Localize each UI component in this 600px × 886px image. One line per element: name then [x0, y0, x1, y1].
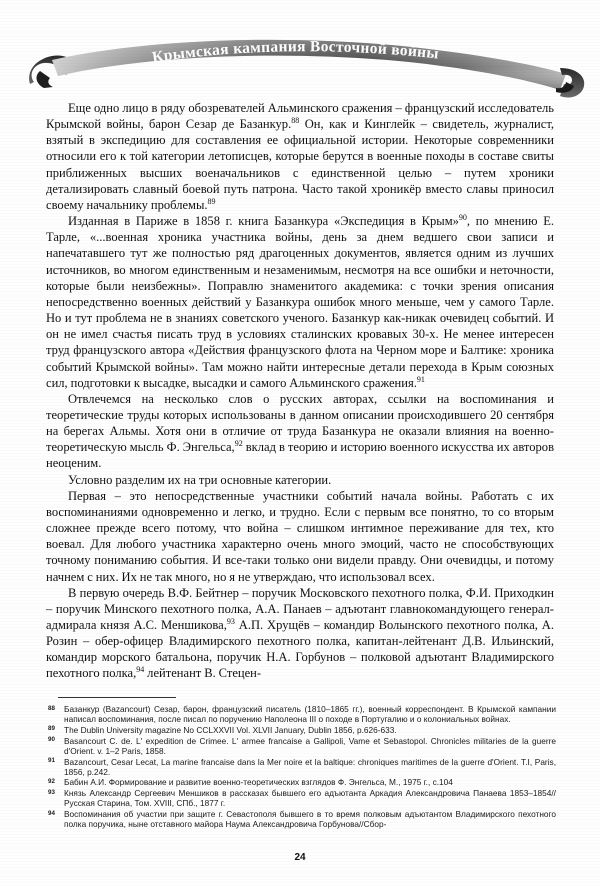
footnotes-section [46, 697, 556, 830]
footnote-item [46, 704, 556, 724]
footnote-text: Basancourt C. de. L' expedition de Crimee. L' armee francaise a Gallipoli, Vame et Sebastopol. Chronicles militaries de la guerre d'Orient. v. 1–2 Paris, 1858. [64, 735, 556, 756]
paragraph-3: Отвлечемся на несколько слов о русских авторах, ссылки на воспоминания и теоретические труды которых использованы в данном описании происходившего 20 сентября на берегах Альмы. Хотя они в отличие от труда Базанкура не оказали влияния на военно-теоретическую мысль Ф. Энгельса,$^{92}$ вклад в теорию и историю военного искусства их авторов неоценим. [46, 391, 554, 471]
paragraph-5: Первая – это непосредственные участники событий начала войны. Работать с их воспоминаниями одновременно и легко, и трудно. Если с первым все понятно, то со вторым сложнее прежде всего потому, что война – слишком интимное переживание для тех, кто воевал. Для любого участника характерно очень много эмоций, часто не способствующих точному пониманию события. И все-таки только они видели правду. Они очевидцы, и потому начнем с них. Их не так много, но я не утверждаю, что использовал всех. [46, 488, 554, 584]
footnote-separator-rule [58, 697, 176, 698]
footnote-text: Воспоминания об участии при защите г. Севастополя бывшего в то время полковым адъютантом Владимирского пехотного полка поручика, ныне отставного майора Наума Александровича Горбунова//Сбор- [64, 809, 556, 830]
page-number: 24 [294, 852, 306, 863]
footnote-number: 91 [48, 757, 55, 765]
footnote-number: 93 [48, 788, 55, 796]
footnote-text: Бабин А.И. Формирование и развитие военно-теоретических взглядов Ф. Энгельса, М., 1975 г., с.104 [64, 777, 453, 788]
body-content [46, 100, 554, 682]
footnote-text: The Dublin University magazine No CCLXXVII Vol. XLVII January, Dublin 1856, p.626-633. [64, 724, 397, 735]
footnote-number: 89 [48, 725, 55, 733]
footnote-text: Базанкур (Bazancourt) Сезар, барон, французский писатель (1810–1865 гг.), военный корреспондент. В Крымской кампании написал воспоминания, после писал по поручению Наполеона III о походе в Португалию и о колониальных войнах. [64, 704, 556, 725]
paragraph-6: В первую очередь В.Ф. Бейтнер – поручик Московского пехотного полка, Ф.И. Приходкин – поручик Минского пехотного полка, А.А. Панаев – адъютант главнокомандующего генерал-адмирала князя А.С. Меншикова,$^{93}$ А.П. Хрущёв – командир Волынского пехотного полка, А. Розин – обер-офицер Владимирского пехотного полка, капитан-лейтенант Д.В. Ильинский, командир морского батальона, поручик Н.А. Горбунов – полковой адъютант Владимирского пехотного полка,$^{94}$ лейтенант В. Стецен- [46, 585, 554, 681]
footnote-item [46, 777, 556, 787]
footnote-number: 90 [48, 736, 55, 744]
paragraph-1: Еще одно лицо в ряду обозревателей Альминского сражения – французский исследователь Крымской войны, барон Сезар де Базанкур.$^{88}$ Он, как и Кинглейк – свидетель, журналист, взятый в экспедицию для составления ее официальной истории. Некоторые современники относили его к той категории летописцев, которые берутся в военные походы в составе свиты приближенных высших военачальников с единственной целью – путем хроники детализировать славный боевой путь патрона. Часто такой хроникёр вместо славы приносил своему начальнику проблемы.$^{89}$ [46, 101, 554, 212]
footnote-item [46, 757, 556, 777]
footnote-item [46, 725, 556, 735]
footnote-number: 92 [48, 777, 55, 785]
banner-title: Крымская кампания Восточной войны [151, 38, 440, 67]
footnote-text: Князь Александр Сергеевич Меншиков в рассказах бывшего его адъютанта Аркадия Александровича Панаева 1853–1854//Русская Старина, Том. XVIII, СПб., 1877 г. [64, 788, 556, 809]
footnote-item [46, 809, 556, 829]
footnote-number: 88 [48, 704, 55, 712]
ribbon-banner [0, 34, 600, 106]
footnote-item [46, 736, 556, 756]
footnote-text: Bazancourt, Cesar Lecat, La marine francaise dans la Mer noire et la baltique: chroniques maritimes de la guerre d'Orient. T.I, Paris, 1856, p.242. [64, 756, 556, 777]
footnote-item [46, 788, 556, 808]
paragraph-2: Изданная в Париже в 1858 г. книга Базанкура «Экспедиция в Крым»$^{90}$, по мнению Е. Тарле, «...военная хроника участника войны, день за днем ведшего свои записи и напечатавшего тут же полностью ряд драгоценных документов, является одним из лучших источников, во многом единственным и незаменимым, несмотря на все ошибки и неточности, которые были неизбежны». Поправлю знаменитого академика: с точки зрения описания непосредственно военных действий у Базанкура ошибок много меньше, чем у самого Тарле. Но и тут проблема не в знаниях советского ученого. Базанкур как-никак очевидец событий. И он не имел счастья писать труд в условиях сталинских кровавых 30-х. Не менее интересен труд французского автора «Действия французского флота на Черном море и Балтике: хроника событий Крымской войны». Там можно найти интересные детали перехода в Крым союзных сил, подготовки к высадке, высадки и самого Альминского сражения.$^{91}$ [46, 212, 554, 390]
paragraph-4: Условно разделим их на три основные категории. [68, 472, 332, 487]
footnote-number: 94 [48, 809, 55, 817]
footnote-list [46, 704, 556, 829]
